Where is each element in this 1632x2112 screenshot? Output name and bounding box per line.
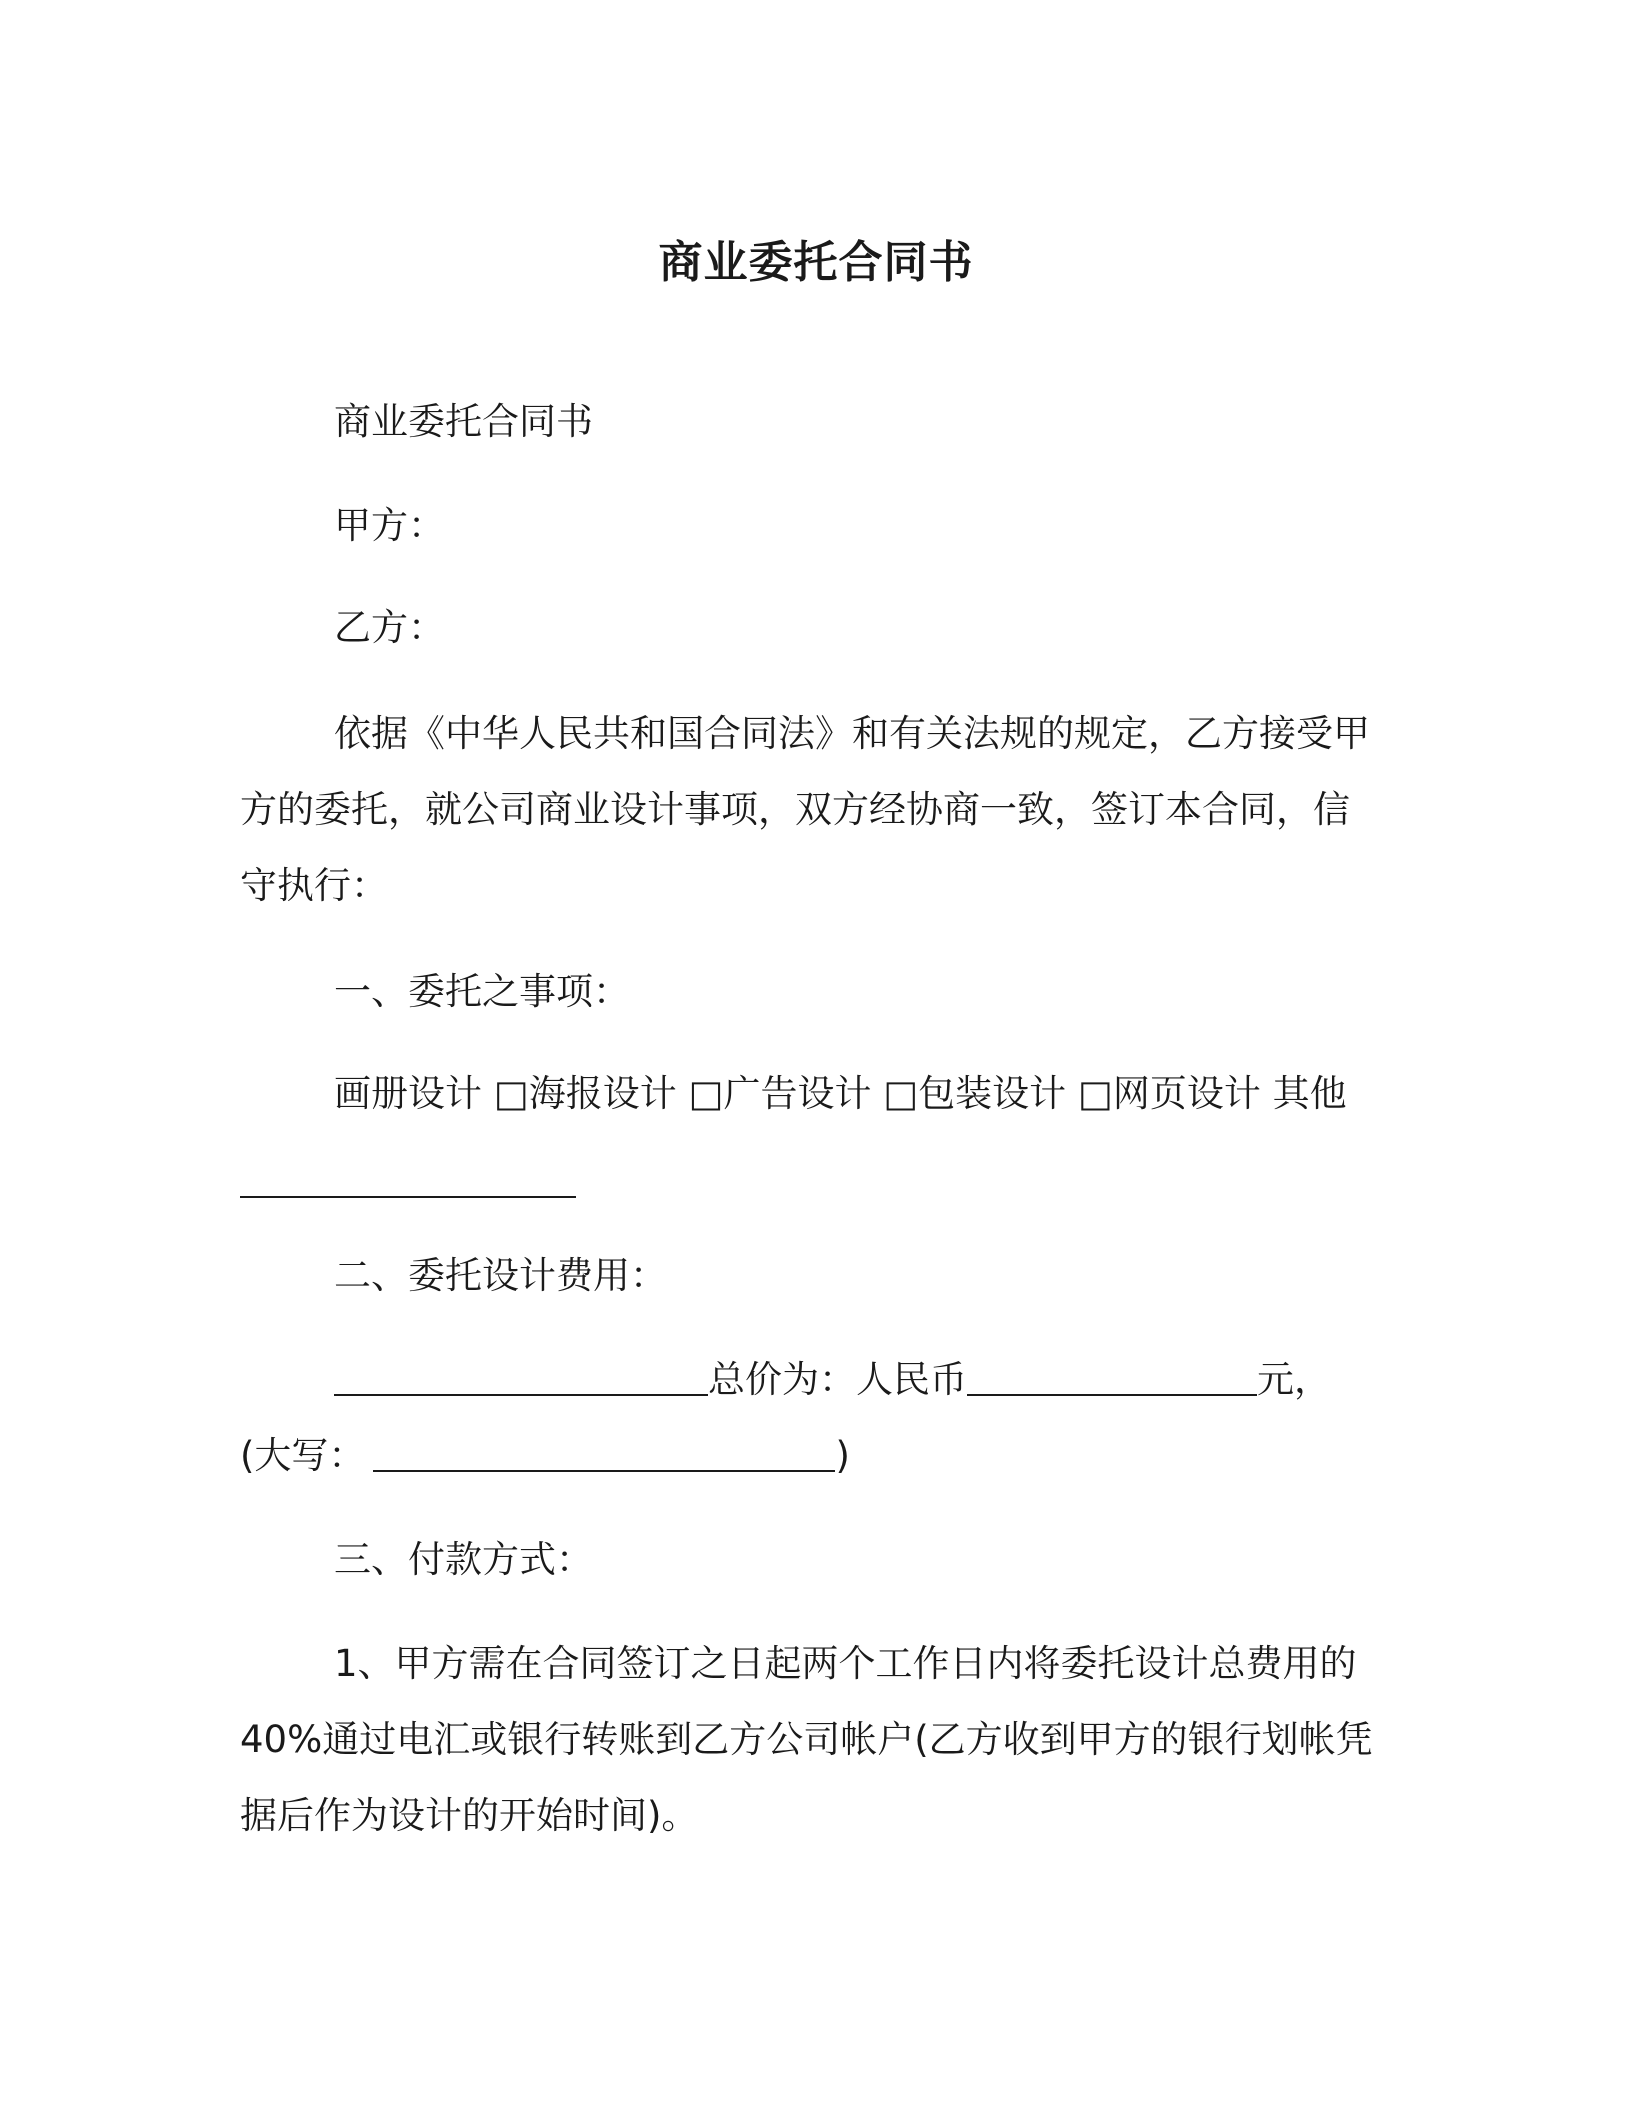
intro-line-3: 守执行： xyxy=(240,864,388,907)
daxie-blank xyxy=(373,1436,835,1472)
intro-line-2: 方的委托，就公司商业设计事项，双方经协商一致，签订本合同，信 xyxy=(240,788,1350,831)
amount-blank xyxy=(967,1360,1257,1396)
party-a-label: 甲方： xyxy=(334,504,445,547)
section3-item1-line-3: 据后作为设计的开始时间)。 xyxy=(240,1794,699,1837)
daxie-open-label: (大写： xyxy=(240,1434,366,1477)
section1-items: 画册设计 □海报设计 □广告设计 □包装设计 □网页设计 其他 xyxy=(334,1072,1347,1115)
yuan-label: 元， xyxy=(1257,1358,1331,1401)
section3-item1-line-1: 1、甲方需在合同签订之日起两个工作日内将委托设计总费用的 xyxy=(334,1642,1357,1685)
other-blank xyxy=(240,1162,576,1198)
section2-total-line xyxy=(334,1358,1474,1402)
section1-heading: 一、委托之事项： xyxy=(334,970,630,1013)
document-subtitle: 商业委托合同书 xyxy=(334,400,593,443)
total-price-label: 总价为：人民币 xyxy=(708,1358,967,1401)
document-title: 商业委托合同书 xyxy=(658,237,974,288)
section3-item1-line-2: 40%通过电汇或银行转账到乙方公司帐户(乙方收到甲方的银行划帐凭 xyxy=(240,1718,1373,1761)
section2-heading: 二、委托设计费用： xyxy=(334,1254,667,1297)
section3-heading: 三、付款方式： xyxy=(334,1538,593,1581)
party-b-label: 乙方： xyxy=(334,606,445,649)
section2-daxie-line xyxy=(240,1434,1380,1478)
daxie-close-label: ) xyxy=(835,1434,850,1477)
intro-line-1: 依据《中华人民共和国合同法》和有关法规的规定，乙方接受甲 xyxy=(334,712,1370,755)
other-blank-line xyxy=(240,1160,1380,1204)
item-blank xyxy=(334,1360,708,1396)
